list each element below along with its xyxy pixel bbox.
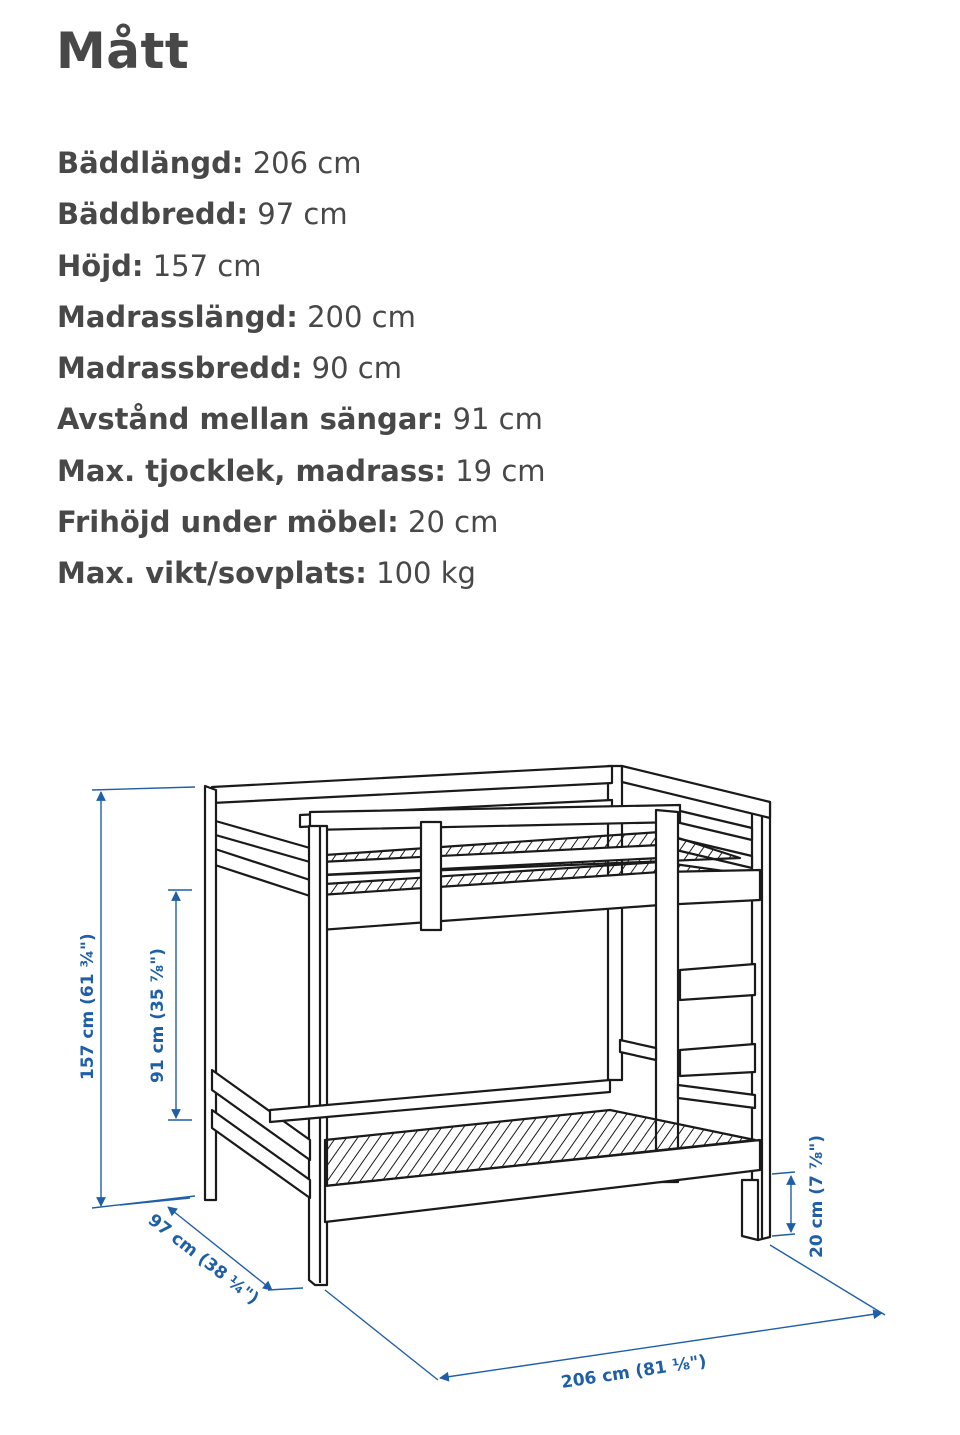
- spec-value: 97 cm: [257, 197, 348, 232]
- spec-mattress-width: [57, 343, 546, 394]
- spec-max-mattress-thickness: [57, 446, 546, 497]
- bunk-bed-dimension-diagram: [0, 740, 960, 1431]
- spec-value: 20 cm: [408, 505, 499, 540]
- spec-label: Höjd:: [57, 248, 144, 283]
- page-title: Mått: [56, 22, 190, 80]
- spec-label: Frihöjd under möbel:: [57, 505, 399, 540]
- spec-value: 19 cm: [455, 453, 546, 488]
- spec-bed-spacing: [57, 394, 546, 445]
- dim-label-bed-spacing: 91 cm (35 ⅞"): [148, 948, 168, 1083]
- spec-value: 157 cm: [152, 248, 262, 283]
- spec-value: 90 cm: [311, 351, 402, 386]
- spec-label: Bäddbredd:: [57, 197, 249, 232]
- spec-floor-clearance: [57, 497, 546, 548]
- dimensions-spec-list: [57, 138, 546, 600]
- spec-value: 91 cm: [452, 402, 543, 437]
- spec-label: Max. tjocklek, madrass:: [57, 453, 446, 488]
- dim-label-length: 206 cm (81 ⅛"): [559, 1351, 708, 1393]
- spec-label: Avstånd mellan sängar:: [57, 402, 444, 437]
- spec-bed-width: [57, 189, 546, 240]
- spec-height: [57, 241, 546, 292]
- spec-label: Bäddlängd:: [57, 146, 244, 180]
- spec-max-weight: [57, 548, 546, 599]
- dim-label-width: 97 cm (38 ¼"): [143, 1210, 263, 1309]
- spec-bed-length: [57, 138, 546, 189]
- spec-value: 206 cm: [252, 146, 362, 180]
- spec-mattress-length: [57, 292, 546, 343]
- dim-label-floor-clearance: 20 cm (7 ⅞"): [807, 1134, 827, 1258]
- bunk-bed-icon: [205, 766, 770, 1285]
- spec-label: Max. vikt/sovplats:: [57, 556, 367, 591]
- spec-value: 100 kg: [376, 556, 476, 591]
- spec-value: 200 cm: [307, 299, 416, 334]
- dim-label-total-height: 157 cm (61 ¾"): [78, 933, 98, 1080]
- spec-label: Madrassbredd:: [57, 351, 303, 386]
- spec-label: Madrasslängd:: [57, 299, 298, 334]
